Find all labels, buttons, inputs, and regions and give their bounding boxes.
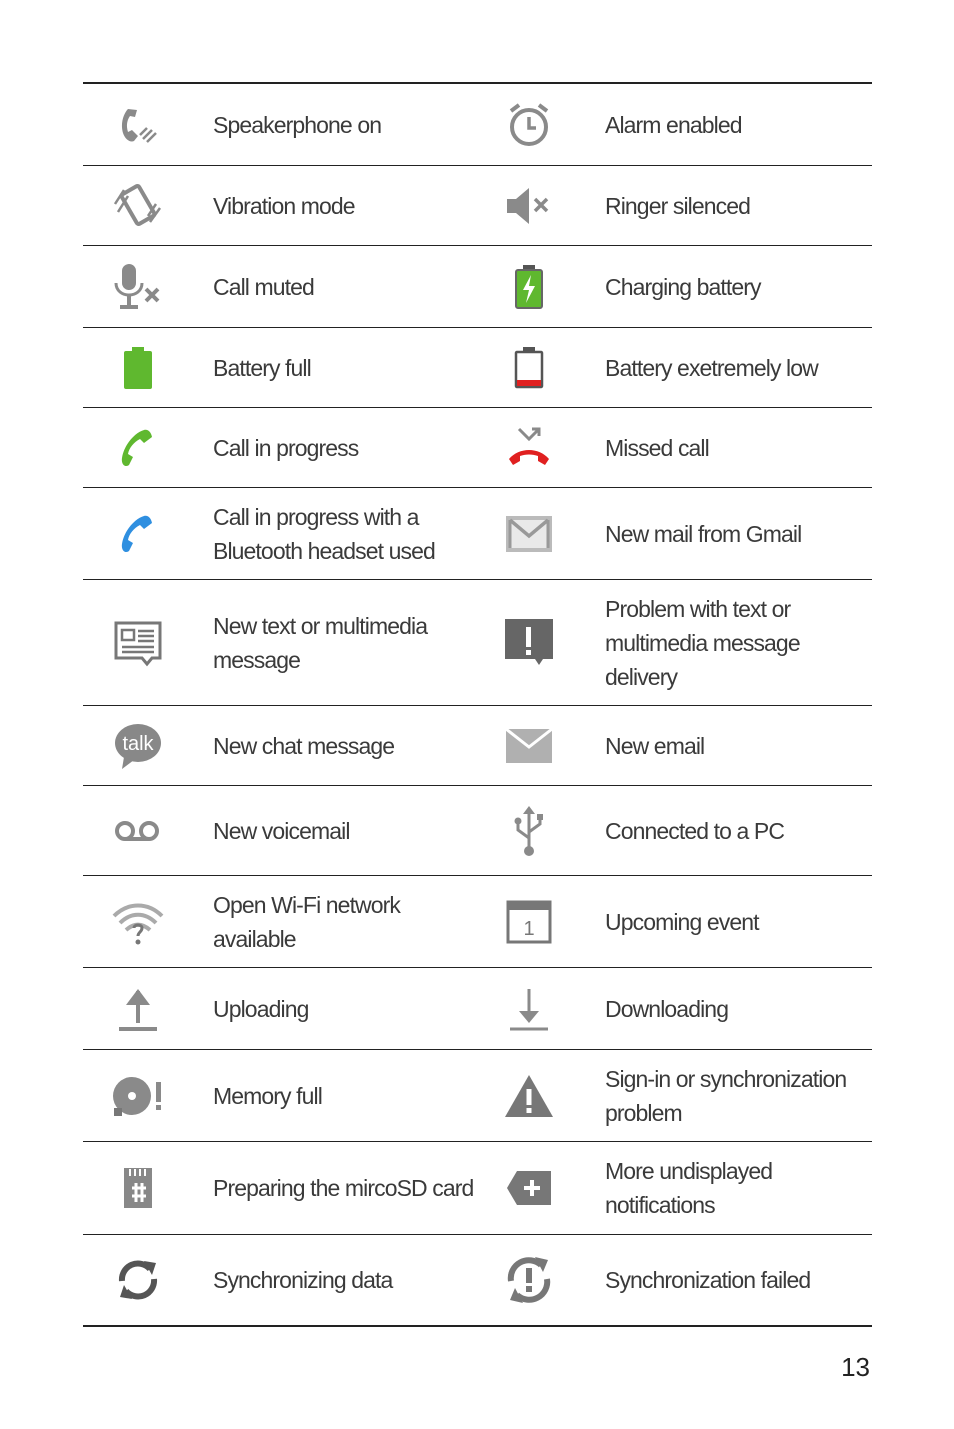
icon-description: Downloading — [605, 995, 729, 1022]
icon-entry — [83, 888, 479, 956]
icon-entry — [83, 346, 479, 390]
icon-description: Missed call — [605, 434, 709, 461]
icon-entry — [479, 1154, 872, 1222]
icon-description: New text or multimedia message — [213, 612, 428, 673]
battery-low-icon — [479, 346, 579, 390]
icon-entry — [479, 727, 872, 765]
icon-description: Ringer silenced — [605, 192, 751, 219]
icon-entry — [479, 182, 872, 230]
gmail-icon — [479, 514, 579, 554]
icon-description: Charging battery — [605, 273, 761, 300]
download-icon — [479, 985, 579, 1033]
speakerphone-icon — [83, 101, 193, 149]
icon-entry — [479, 592, 872, 694]
icon-description: Vibration mode — [213, 192, 355, 219]
message-error-icon — [479, 617, 579, 669]
icon-description: Alarm enabled — [605, 111, 742, 138]
alarm-clock-icon — [479, 100, 579, 150]
talk-icon-text: talk — [122, 732, 154, 755]
phone-green-icon — [83, 424, 193, 472]
talk-icon — [83, 721, 193, 771]
icon-description: Call in progress — [213, 434, 359, 461]
table-row — [83, 1234, 872, 1327]
voicemail-icon — [83, 816, 193, 846]
icon-description: Memory full — [213, 1082, 322, 1109]
upload-icon — [83, 985, 193, 1033]
icon-description: Connected to a PC — [605, 817, 785, 844]
table-row — [83, 875, 872, 967]
table-row — [83, 82, 872, 165]
icon-entry — [83, 721, 479, 771]
icon-entry — [479, 899, 872, 945]
table-row — [83, 705, 872, 785]
calendar-icon — [479, 899, 579, 945]
icon-entry — [83, 424, 479, 472]
icon-description: Preparing the mircoSD card — [213, 1175, 474, 1201]
icon-entry — [479, 985, 872, 1033]
table-row — [83, 1141, 872, 1234]
table-row — [83, 967, 872, 1049]
more-notifications-icon — [479, 1167, 579, 1209]
missed-call-icon — [479, 425, 579, 471]
charging-battery-icon — [479, 263, 579, 311]
phone-blue-icon — [83, 510, 193, 558]
icon-description: Synchronizing data — [213, 1267, 393, 1293]
microphone-muted-icon — [83, 261, 193, 313]
icon-entry — [83, 1255, 479, 1305]
vibration-icon — [83, 182, 193, 230]
icon-description: Synchronization failed — [605, 1267, 811, 1293]
message-icon — [83, 618, 193, 668]
icon-description: Problem with text or multimedia message delivery — [605, 595, 800, 690]
icon-entry — [479, 804, 872, 858]
icon-description: New mail from Gmail — [605, 520, 802, 547]
icon-description: Battery full — [213, 354, 311, 381]
icon-entry — [83, 261, 479, 313]
sync-failed-icon — [479, 1253, 579, 1307]
icon-entry — [83, 985, 479, 1033]
memory-full-icon — [83, 1072, 193, 1120]
calendar-icon-text: 1 — [523, 917, 535, 940]
table-row — [83, 327, 872, 407]
usb-icon — [479, 804, 579, 858]
speaker-muted-icon — [479, 182, 579, 230]
icon-description: Call in progress with a Bluetooth headset used — [213, 503, 435, 564]
icon-entry — [479, 346, 872, 390]
icon-description: Speakerphone on — [213, 111, 382, 138]
icon-entry — [479, 1253, 872, 1307]
icon-entry — [83, 500, 479, 568]
icon-entry — [83, 101, 479, 149]
icon-entry — [83, 182, 479, 230]
table-row — [83, 487, 872, 579]
table-row — [83, 407, 872, 487]
icon-entry — [83, 1166, 479, 1210]
status-icon-table — [83, 82, 872, 1327]
icon-entry — [83, 609, 479, 677]
icon-description: Uploading — [213, 995, 309, 1022]
table-row — [83, 785, 872, 875]
table-row — [83, 579, 872, 705]
icon-entry — [83, 1072, 479, 1120]
table-row — [83, 245, 872, 327]
table-row — [83, 165, 872, 245]
icon-description: Open Wi-Fi network available — [213, 891, 401, 952]
sync-icon — [83, 1255, 193, 1305]
icon-description: New voicemail — [213, 817, 350, 844]
icon-entry — [479, 425, 872, 471]
icon-entry — [83, 814, 479, 848]
icon-description: Battery exetremely low — [605, 354, 818, 381]
icon-description: Upcoming event — [605, 908, 759, 935]
table-row — [83, 1049, 872, 1141]
page-number: 13 — [841, 1352, 870, 1382]
battery-full-icon — [83, 346, 193, 390]
icon-description: Call muted — [213, 273, 314, 300]
icon-description: Sign-in or synchronization problem — [605, 1065, 847, 1126]
icon-entry — [479, 100, 872, 150]
icon-description: New email — [605, 732, 705, 759]
email-icon — [479, 727, 579, 765]
wifi-open-icon — [83, 898, 193, 946]
icon-description: New chat message — [213, 732, 395, 759]
icon-description: More undisplayed notifications — [605, 1158, 773, 1218]
warning-icon — [479, 1072, 579, 1120]
icon-entry — [479, 263, 872, 311]
icon-entry — [479, 1062, 872, 1130]
icon-entry — [479, 514, 872, 554]
sd-card-icon — [83, 1166, 193, 1210]
